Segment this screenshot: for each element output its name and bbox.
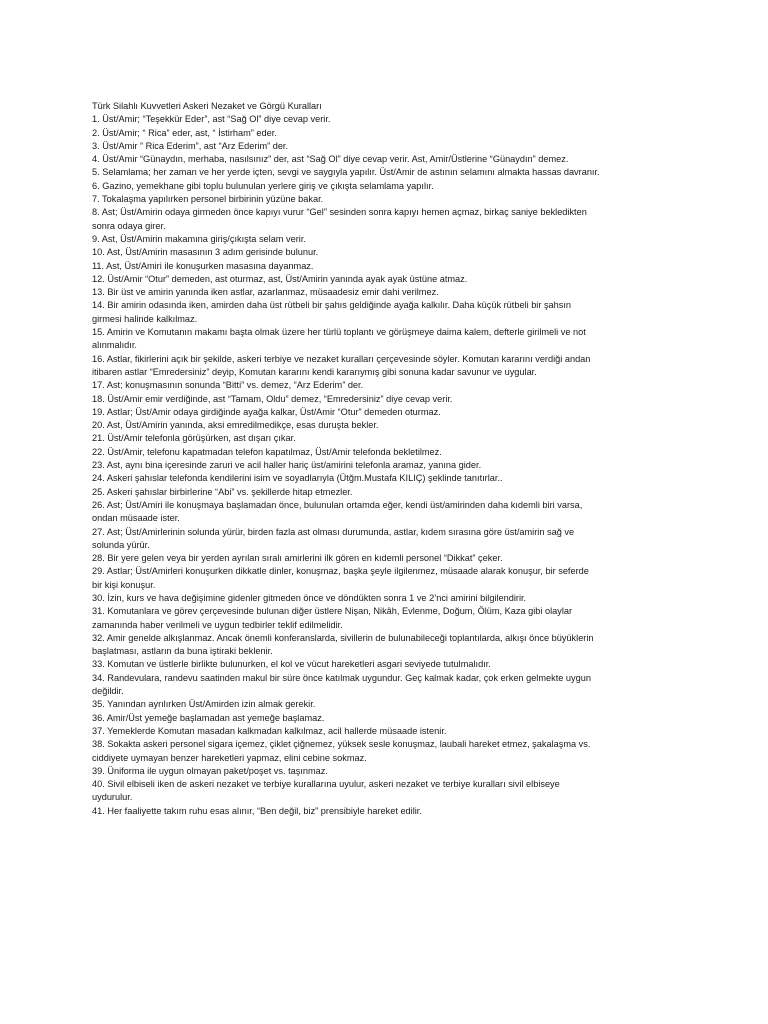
document-line: 14. Bir amirin odasında iken, amirden daha üst rütbeli bir şahıs geldiğinde ayağa kalkılır. Daha küçük rütbeli bir şahsın [92,300,572,311]
document-line: 35. Yanından ayrılırken Üst/Amirden izin almak gerekir. [92,699,316,710]
document-line: 4. Üst/Amir “Günaydın, merhaba, nasılsınız” der, ast “Sağ Ol” diye cevap verir. Ast, Amir/Üstlerine “Günaydın” demez. [92,154,569,165]
document-line: 37. Yemeklerde Komutan masadan kalkmadan kalkılmaz, acil hallerde müsaade istenir. [92,725,447,736]
document-line: 23. Ast, aynı bina içeresinde zaruri ve acil haller hariç üst/amirini telefonla aramaz, yanına gider. [92,460,482,471]
document-line: değildir. [92,686,124,697]
document-line: 8. Ast; Üst/Amirin odaya girmeden önce kapıyı vurur “Gel” sesinden sonra kapıyı hemen açmaz, birkaç saniye bekledikten [92,207,587,218]
document-line: solunda yürür. [92,539,150,550]
document-line: 5. Selamlama; her zaman ve her yerde içten, sevgi ve saygıyla yapılır. Üst/Amir de astının selamını almakta hassas davranır. [92,167,600,178]
document-line: 1. Üst/Amir; “Teşekkür Eder”, ast “Sağ Ol” diye cevap verir. [92,114,331,125]
document-line: 18. Üst/Amir emir verdiğinde, ast “Tamam, Oldu” demez, “Emredersiniz” diye cevap verir. [92,393,453,404]
document-line: zamanında haber verilmeli ve uygun tedbirler teklif edilmelidir. [92,619,343,630]
document-line: 36. Amir/Üst yemeğe başlamadan ast yemeğe başlamaz. [92,712,325,723]
document-line: 12. Üst/Amir “Otur” demeden, ast oturmaz, ast, Üst/Amirin yanında ayak ayak üstüne atmaz. [92,273,468,284]
document-line: uydurulur. [92,792,133,803]
document-line: 31. Komutanlara ve görev çerçevesinde bulunan diğer üstlere Nişan, Nikâh, Evlenme, Doğum, Ölüm, Kaza gibi olaylar [92,606,573,617]
document-body [92,100,680,818]
document-line: bir kişi konuşur. [92,579,156,590]
document-line: 39. Üniforma ile uygun olmayan paket/poşet vs. taşınmaz. [92,765,328,776]
document-line: 32. Amir genelde alkışlanmaz. Ancak önemli konferanslarda, sivillerin de bulunabileceği toplantılarda, alkışı önce büyüklerin [92,632,594,643]
document-line: 22. Üst/Amir, telefonu kapatmadan telefon kapatılmaz, Üst/Amir telefonda bekletilmez. [92,446,442,457]
document-line: 28. Bir yere gelen veya bir yerden ayrılan sıralı amirlerini ilk gören en kıdemli personel “Dikkat” çeker. [92,553,503,564]
document-line: 33. Komutan ve üstlerle birlikte bulunurken, el kol ve vücut hareketleri asgari seviyede tutulmalıdır. [92,659,491,670]
document-line: 6. Gazino, yemekhane gibi toplu bulunulan yerlere giriş ve çıkışta selamlama yapılır. [92,180,434,191]
document-line: 2. Üst/Amir; “ Rica” eder, ast, “ İstirham” eder. [92,127,277,138]
document-line: 34. Randevulara, randevu saatinden makul bir süre önce katılmak uygundur. Geç kalmak kadar, çok erken gelmekte uygun [92,672,591,683]
document-line: alınmalıdır. [92,340,137,351]
document-line: 9. Ast, Üst/Amirin makamına giriş/çıkışta selam verir. [92,233,306,244]
document-line: 3. Üst/Amir ” Rica Ederim”, ast “Arz Ederim” der. [92,140,289,151]
document-line: 19. Astlar; Üst/Amir odaya girdiğinde ayağa kalkar, Üst/Amir “Otur” demeden oturmaz. [92,406,441,417]
document-line: girmesi halinde kalkılmaz. [92,313,198,324]
document-line: 20. Ast, Üst/Amirin yanında, aksi emredilmedikçe, esas duruşta bekler. [92,420,379,431]
document-line: 27. Ast; Üst/Amirlerinin solunda yürür, birden fazla ast olması durumunda, astlar, kıdem sırasına göre üst/amirin sağ ve [92,526,575,537]
document-line: 30. İzin, kurs ve hava değişimine gidenler gitmeden önce ve döndükten sonra 1 ve 2’nci amirini bilgilendirir. [92,592,527,603]
document-line: 29. Astlar; Üst/Amirleri konuşurken dikkatle dinler, konuşmaz, başka şeyle ilgilenmez, müsaade alarak konuşur, bir seferde [92,566,589,577]
document-line: 38. Sokakta askeri personel sigara içemez, çiklet çiğnemez, yüksek sesle konuşmaz, laubali hareket etmez, şakalaşma vs. [92,739,591,750]
document-line: itibaren astlar “Emredersiniz” deyip, Komutan kararını kendi kararıymış gibi sonuna kadar savunur ve uygular. [92,366,537,377]
document-line: 26. Ast; Üst/Amiri ile konuşmaya başlamadan önce, bulunulan ortamda eğer, kendi üst/amirinden daha kıdemli biri varsa, [92,499,583,510]
document-line: 7. Tokalaşma yapılırken personel birbirinin yüzüne bakar. [92,194,324,205]
document-line: ciddiyete uymayan benzer hareketleri yapmaz, elini cebine sokmaz. [92,752,367,763]
document-line: 10. Ast, Üst/Amirin masasının 3 adım gerisinde bulunur. [92,247,319,258]
document-line: 11. Ast, Üst/Amiri ile konuşurken masasına dayanmaz. [92,260,314,271]
document-line: 13. Bir üst ve amirin yanında iken astlar, azarlanmaz, müsaadesiz emir dahi verilmez. [92,287,439,298]
document-line: 21. Üst/Amir telefonla görüşürken, ast dışarı çıkar. [92,433,296,444]
document-line: 25. Askeri şahıslar birbirlerine “Abi” vs. şekillerde hitap etmezler. [92,486,353,497]
document-line: 40. Sivil elbiseli iken de askeri nezaket ve terbiye kurallarına uyulur, askeri nezaket ve terbiye kuralları sivil elbiseye [92,779,560,790]
document-title: Türk Silahlı Kuvvetleri Askeri Nezaket ve Görgü Kuralları [92,101,322,111]
document-line: 41. Her faaliyette takım ruhu esas alınır, “Ben değil, biz” prensibiyle hareket edilir. [92,805,422,816]
document-line: sonra odaya girer. [92,220,166,231]
document-line: 17. Ast; konuşmasının sonunda “Bitti” vs. demez, “Arz Ederim” der. [92,380,364,391]
document-line: başlatması, astların da buna iştiraki beklenir. [92,646,273,657]
document-line: 24. Askeri şahıslar telefonda kendilerini isim ve soyadlarıyla (Ütğm.Mustafa KILIÇ) şeklinde tanıtırlar.. [92,473,503,484]
document-line: 15. Amirin ve Komutanın makamı başta olmak üzere her türlü toplantı ve görüşmeye daima kalem, defterle girilmeli ve not [92,327,586,338]
document-line: 16. Astlar, fikirlerini açık bir şekilde, askeri terbiye ve nezaket kuralları çerçevesinde söyler. Komutan kararını verdiği andan [92,353,591,364]
document-line: ondan müsaade ister. [92,513,180,524]
